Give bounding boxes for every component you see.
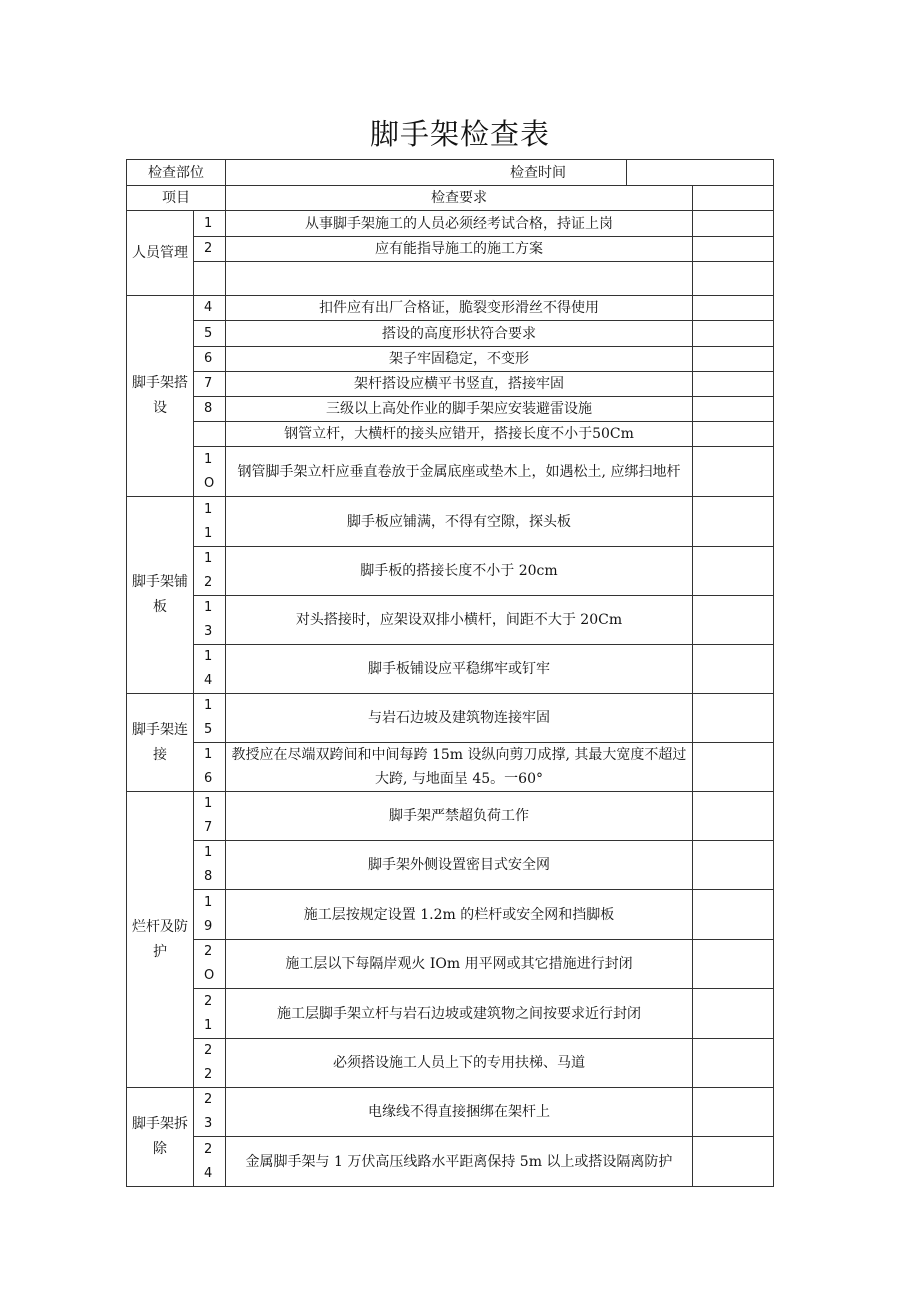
result-cell[interactable]: [693, 422, 774, 447]
table-row: [127, 237, 774, 262]
item-number: 16: [194, 743, 226, 792]
requirement-text: 对头搭接时，应架设双排小横杆，间距不大于 20Cm: [226, 596, 693, 645]
table-row: [127, 596, 774, 645]
item-number: 4: [194, 296, 226, 321]
table-row: [127, 1039, 774, 1088]
result-cell[interactable]: [693, 841, 774, 890]
table-row: [127, 321, 774, 347]
time-value-cell[interactable]: [627, 160, 774, 186]
table-row: [127, 841, 774, 890]
result-cell[interactable]: [693, 321, 774, 347]
result-cell[interactable]: [693, 237, 774, 262]
page-title: 脚手架检查表: [369, 117, 550, 151]
requirement-text: 施工层以下每隔岸观火 IOm 用平网或其它措施进行封闭: [226, 940, 693, 989]
requirement-text: 与岩石边坡及建筑物连接牢固: [226, 694, 693, 743]
result-cell[interactable]: [693, 347, 774, 372]
result-cell[interactable]: [693, 211, 774, 237]
table-row: [127, 792, 774, 841]
item-number: 12: [194, 547, 226, 596]
table-row: [127, 890, 774, 940]
table-row: [127, 1137, 774, 1187]
requirement-text: 三级以上高处作业的脚手架应安装避雷设施: [226, 397, 693, 422]
result-header-cell[interactable]: [693, 186, 774, 211]
header-row-1: [127, 160, 774, 186]
requirement-text: 从事脚手架施工的人员必须经考试合格，持证上岗: [226, 211, 693, 237]
result-cell[interactable]: [693, 890, 774, 940]
requirement-text: 必须搭设施工人员上下的专用扶梯、马道: [226, 1039, 693, 1088]
result-cell[interactable]: [693, 497, 774, 547]
item-number: 2O: [194, 940, 226, 989]
item-number: 11: [194, 497, 226, 547]
category-cell: 脚手架拆除: [127, 1088, 194, 1187]
requirement-text: 教授应在尽端双跨间和中间每跨 15m 设纵向剪刀成撑, 其最大宽度不超过大跨, 与地面呈 45。一60°: [226, 743, 693, 792]
result-cell[interactable]: [693, 743, 774, 792]
item-number: 8: [194, 397, 226, 422]
result-cell[interactable]: [693, 645, 774, 694]
requirement-text: 脚手板铺设应平稳绑牢或钉牢: [226, 645, 693, 694]
result-cell[interactable]: [693, 547, 774, 596]
requirement-text: 脚手板的搭接长度不小于 20cm: [226, 547, 693, 596]
result-cell[interactable]: [693, 1137, 774, 1187]
table-row: [127, 940, 774, 989]
table-row: [127, 372, 774, 397]
requirement-text: 金属脚手架与 1 万伏高压线路水平距离保持 5m 以上或搭设隔离防护: [226, 1137, 693, 1187]
item-number: 13: [194, 596, 226, 645]
item-number: 23: [194, 1088, 226, 1137]
requirement-text: 应有能指导施工的施工方案: [226, 237, 693, 262]
requirement-text: [226, 262, 693, 296]
result-cell[interactable]: [693, 372, 774, 397]
table-row: [127, 422, 774, 447]
item-number: 1: [194, 211, 226, 237]
item-number: [194, 262, 226, 296]
table-row: [127, 694, 774, 743]
result-cell[interactable]: [693, 397, 774, 422]
item-number: 15: [194, 694, 226, 743]
category-cell: 脚手架铺板: [127, 497, 194, 694]
item-number: 22: [194, 1039, 226, 1088]
result-cell[interactable]: [693, 989, 774, 1039]
table-row: [127, 447, 774, 497]
requirement-label: 检查要求: [226, 186, 693, 211]
result-cell[interactable]: [693, 792, 774, 841]
result-cell[interactable]: [693, 1088, 774, 1137]
result-cell[interactable]: [693, 694, 774, 743]
table-row: [127, 296, 774, 321]
item-number: 19: [194, 890, 226, 940]
table-row: [127, 497, 774, 547]
requirement-text: 脚手架外侧设置密目式安全网: [226, 841, 693, 890]
item-number: 7: [194, 372, 226, 397]
table-row: [127, 1088, 774, 1137]
item-number: 17: [194, 792, 226, 841]
item-number: 18: [194, 841, 226, 890]
requirement-text: 钢管脚手架立杆应垂直卷放于金属底座或垫木上，如遇松土, 应绑扫地杆: [226, 447, 693, 497]
table-row: [127, 743, 774, 792]
table-row: [127, 262, 774, 296]
category-cell: 人员管理: [127, 211, 194, 296]
requirement-text: 施工层脚手架立杆与岩石边坡或建筑物之间按要求近行封闭: [226, 989, 693, 1039]
table-row: [127, 547, 774, 596]
requirement-text: 脚手架严禁超负荷工作: [226, 792, 693, 841]
item-number: 5: [194, 321, 226, 347]
category-cell: 烂杆及防护: [127, 792, 194, 1088]
requirement-text: 电缘线不得直接捆绑在架杆上: [226, 1088, 693, 1137]
item-number: 21: [194, 989, 226, 1039]
item-number: 1O: [194, 447, 226, 497]
table-row: [127, 645, 774, 694]
result-cell[interactable]: [693, 262, 774, 296]
item-number: [194, 422, 226, 447]
requirement-text: 钢管立杆，大横杆的接头应错开，搭接长度不小于50Cm: [226, 422, 693, 447]
header-row-2: [127, 186, 774, 211]
inspection-table: [126, 159, 774, 1187]
item-label: 项目: [127, 186, 226, 211]
table-row: [127, 211, 774, 237]
result-cell[interactable]: [693, 940, 774, 989]
table-row: [127, 397, 774, 422]
item-number: 24: [194, 1137, 226, 1187]
item-number: 6: [194, 347, 226, 372]
time-label: 检查时间: [226, 160, 627, 186]
requirement-text: 搭设的高度形状符合要求: [226, 321, 693, 347]
requirement-text: 脚手板应铺满，不得有空隙，探头板: [226, 497, 693, 547]
result-cell[interactable]: [693, 447, 774, 497]
requirement-text: 架子牢固稳定，不变形: [226, 347, 693, 372]
requirement-text: 扣件应有出厂合格证，脆裂变形滑丝不得使用: [226, 296, 693, 321]
requirement-text: 架杆搭设应横平书竖直，搭接牢固: [226, 372, 693, 397]
item-number: 14: [194, 645, 226, 694]
result-cell[interactable]: [693, 1039, 774, 1088]
result-cell[interactable]: [693, 296, 774, 321]
category-cell: 脚手架搭设: [127, 296, 194, 497]
requirement-text: 施工层按规定设置 1.2m 的栏杆或安全网和挡脚板: [226, 890, 693, 940]
table-row: [127, 347, 774, 372]
item-number: 2: [194, 237, 226, 262]
dept-label: 检查部位: [127, 160, 226, 186]
category-cell: 脚手架连接: [127, 694, 194, 792]
result-cell[interactable]: [693, 596, 774, 645]
table-row: [127, 989, 774, 1039]
